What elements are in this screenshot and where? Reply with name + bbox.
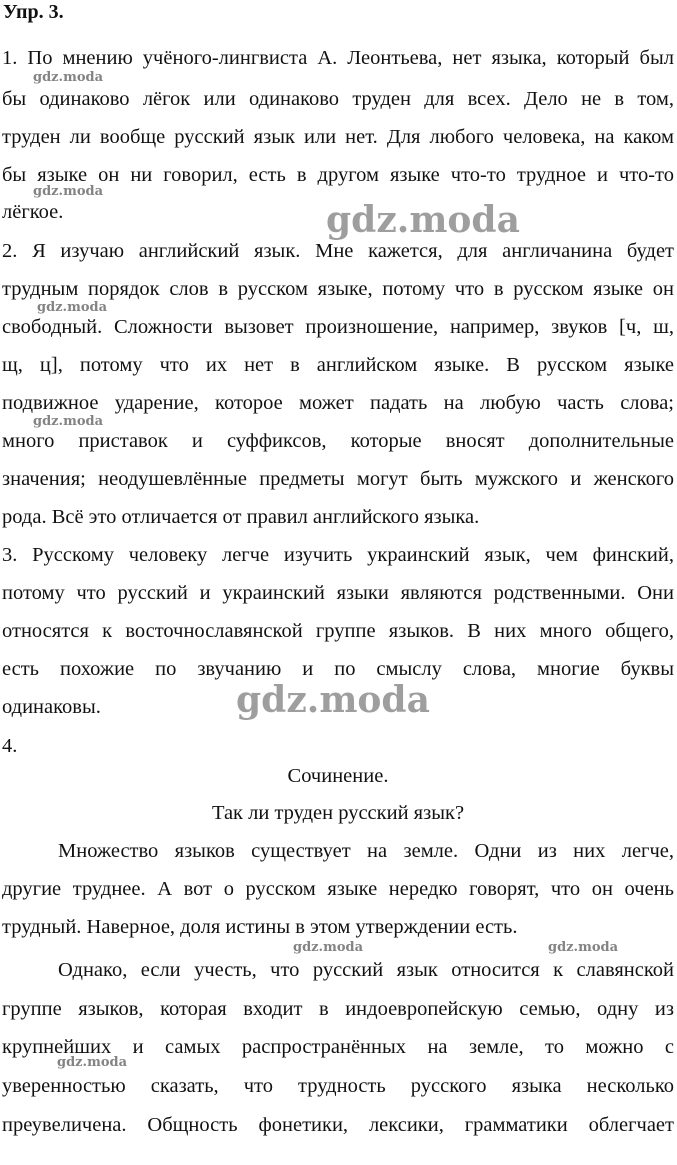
- watermark-large: gdz.moda: [236, 679, 430, 721]
- text-line: крупнейших и самых распространённых на земле, то можно с: [2, 1036, 674, 1058]
- text-line: группе языков, которая входит в индоевропейскую семью, одну из: [2, 998, 674, 1020]
- text-line: бы одинаково лёгок или одинаково труден для всех. Дело не в том,: [2, 88, 674, 110]
- text-line: бы языке он ни говорил, есть в другом языке что-то трудное и что-то: [2, 164, 674, 186]
- text-line: другие труднее. А вот о русском языке нередко говорят, что он очень: [2, 878, 674, 900]
- text-line: много приставок и суффиксов, которые вносят дополнительные: [2, 430, 674, 452]
- text-line: относятся к восточнославянской группе языков. В них много общего,: [2, 620, 674, 642]
- text-line: труден ли вообще русский язык или нет. Для любого человека, на каком: [2, 126, 674, 148]
- text-line: лёгкое.: [2, 201, 64, 223]
- text-line: 4.: [2, 735, 18, 757]
- text-line: трудный. Наверное, доля истины в этом утверждении есть.: [2, 916, 518, 938]
- watermark-small: gdz.moda: [293, 940, 364, 955]
- text-line: 2. Я изучаю английский язык. Мне кажется, для англичанина будет: [2, 240, 674, 262]
- text-line: трудным порядок слов в русском языке, потому что в русском языке он: [2, 278, 674, 300]
- watermark-large: gdz.moda: [326, 199, 520, 241]
- text-line: потому что русский и украинский языки являются родственными. Они: [2, 582, 674, 604]
- text-line: подвижное ударение, которое может падать на любую часть слова;: [2, 392, 674, 414]
- text-line: свободный. Сложности вызовет произношение, например, звуков [ч, ш,: [2, 316, 674, 338]
- text-line: рода. Всё это отличается от правил английского языка.: [2, 506, 480, 528]
- text-line: уверенностью сказать, что трудность русского языка несколько: [2, 1075, 674, 1097]
- text-line: значения; неодушевлённые предметы могут быть мужского и женского: [2, 468, 674, 490]
- essay-title: Так ли труден русский язык?: [211, 802, 465, 824]
- text-line: преувеличена. Общность фонетики, лексики, грамматики облегчает: [2, 1114, 674, 1136]
- watermark-small: gdz.moda: [57, 1055, 128, 1070]
- exercise-title: Упр. 3.: [3, 1, 64, 23]
- essay-heading: Сочинение.: [287, 765, 389, 787]
- text-line: Множество языков существует на земле. Одни из них легче,: [58, 840, 674, 862]
- text-line: Однако, если учесть, что русский язык относится к славянской: [58, 959, 674, 981]
- text-line: 3. Русскому человеку легче изучить украинский язык, чем финский,: [2, 544, 674, 566]
- watermark-small: gdz.moda: [33, 414, 104, 429]
- watermark-small: gdz.moda: [33, 70, 104, 85]
- text-line: щ, ц], потому что их нет в английском языке. В русском языке: [2, 354, 674, 376]
- watermark-small: gdz.moda: [37, 300, 108, 315]
- text-line: есть похожие по звучанию и по смыслу слова, многие буквы: [2, 658, 674, 680]
- watermark-small: gdz.moda: [33, 184, 104, 199]
- watermark-small: gdz.moda: [548, 940, 619, 955]
- text-line: 1. По мнению учёного-лингвиста А. Леонтьева, нет языка, который был: [2, 47, 674, 69]
- text-line: одинаковы.: [2, 696, 101, 718]
